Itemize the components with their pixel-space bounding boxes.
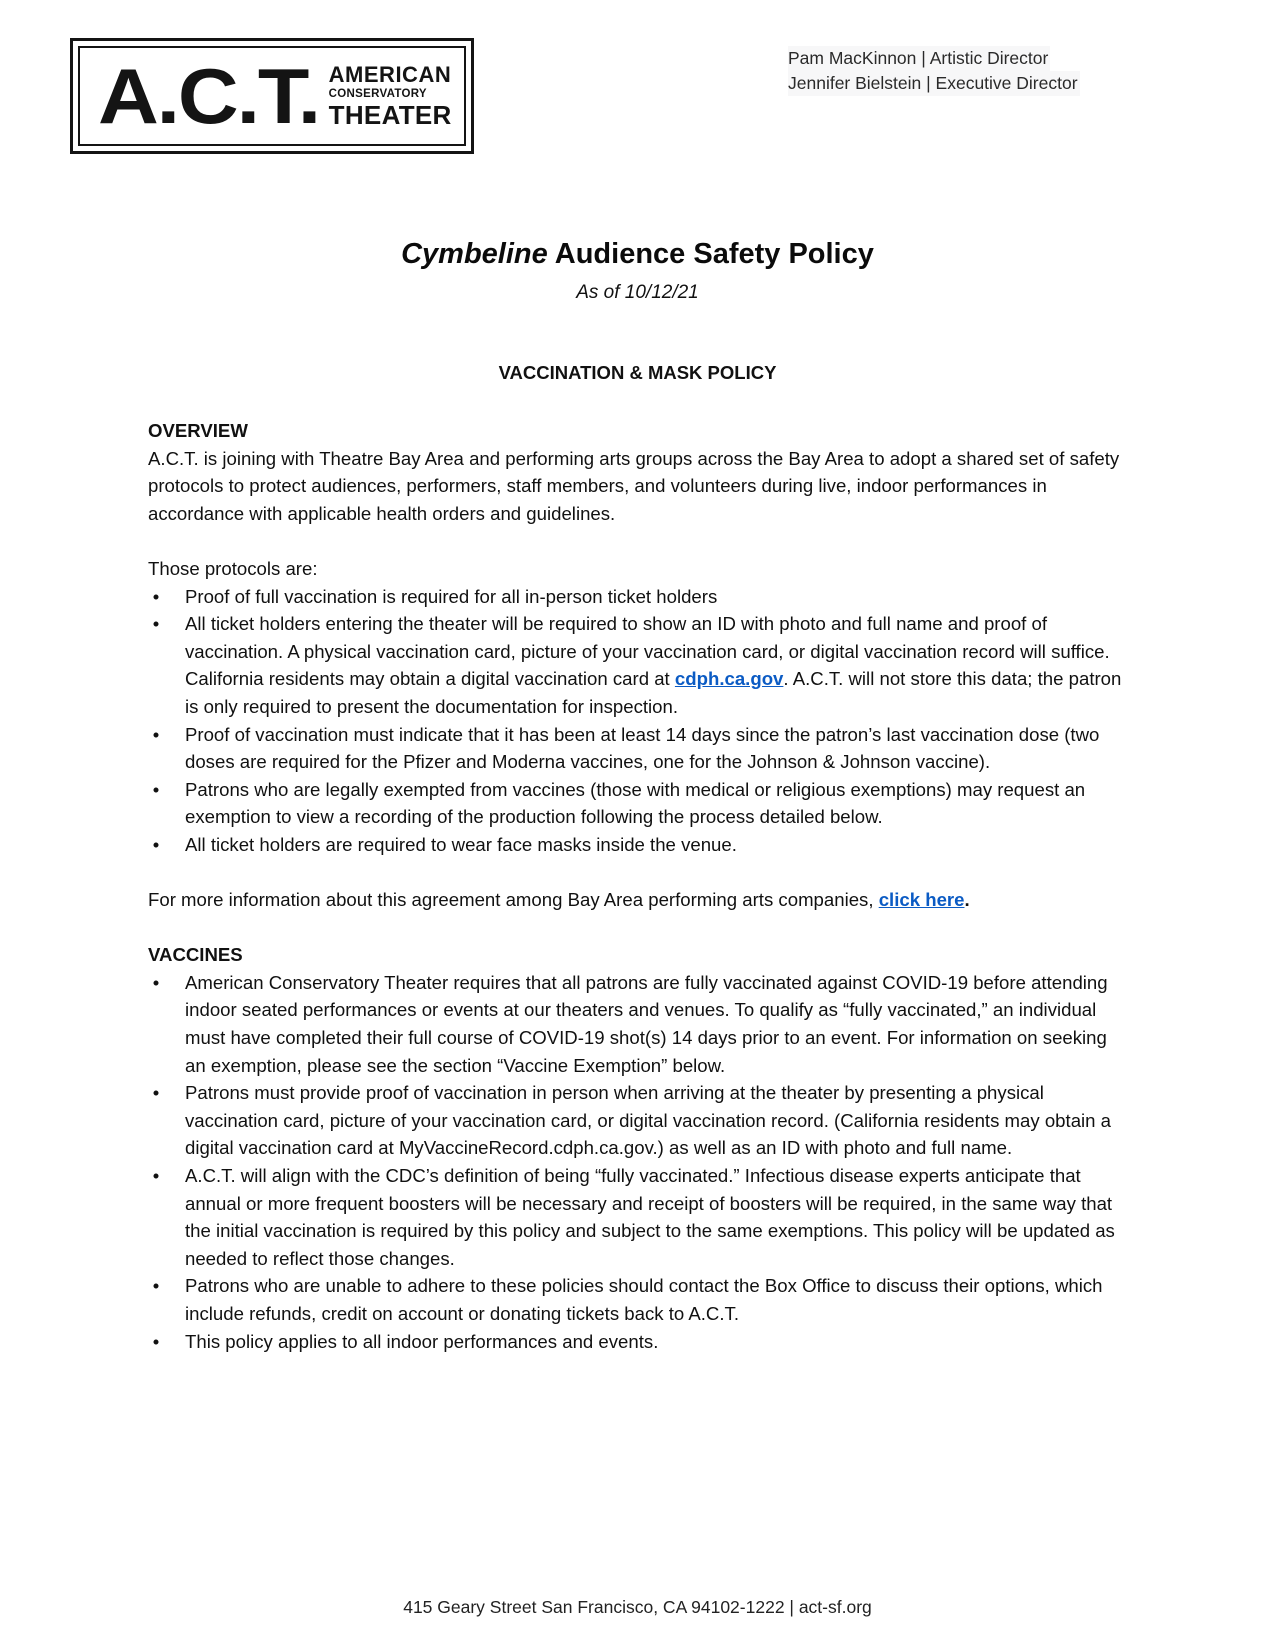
list-item <box>148 969 1128 1079</box>
logo-wordmark <box>328 61 452 131</box>
artistic-director: Pam MacKinnon | Artistic Director <box>788 46 1050 71</box>
list-item <box>148 1272 1128 1327</box>
directors-block <box>788 46 1080 96</box>
bullet-icon: • <box>152 585 160 607</box>
list-item-text: Proof of full vaccination is required for all in-person ticket holders <box>185 585 718 607</box>
list-item-text: A.C.T. will align with the CDC’s definition of being “fully vaccinated.” Infectious disease experts anticipate that annual or more frequent boosters will be necessary and receipt of boosters will be required, in the same way that the initial vaccination is required by this policy and subject to the same exemptions. This policy will be updated as needed to reflect those changes. <box>185 1165 1115 1269</box>
bullet-icon: • <box>152 778 160 800</box>
footer-address: 415 Geary Street San Francisco, CA 94102-1222 | act-sf.org <box>403 1597 872 1617</box>
bullet-icon: • <box>152 1275 160 1297</box>
bullet-icon: • <box>152 1082 160 1104</box>
spacer <box>148 914 1128 942</box>
list-item <box>148 583 1128 611</box>
list-item <box>148 831 1128 859</box>
bullet-icon: • <box>152 613 160 635</box>
document-body <box>148 417 1128 1355</box>
protocols-list <box>148 583 1128 859</box>
bullet-icon: • <box>152 1330 160 1352</box>
protocols-intro: Those protocols are: <box>148 557 318 579</box>
logo-word-conservatory: CONSERVATORY <box>328 87 427 100</box>
logo-mark: A.C.T. <box>98 52 320 140</box>
list-item <box>148 721 1128 776</box>
page-subtitle-date: As of 10/12/21 <box>576 282 699 303</box>
list-item-text: Patrons who are unable to adhere to these policies should contact the Box Office to discuss their options, which include refunds, credit on account or donating tickets back to A.C.T. <box>185 1275 1103 1324</box>
list-item-text: Patrons who are legally exempted from vaccines (those with medical or religious exemptions) may request an exemption to view a recording of the production following the process detailed below. <box>185 778 1086 828</box>
list-item <box>148 610 1128 720</box>
more-info-text: For more information about this agreement among Bay Area performing arts companies, <box>148 889 879 911</box>
list-item-text: Patrons must provide proof of vaccination in person when arriving at the theater by presenting a physical vaccination card, picture of your vaccination card, or digital vaccination record. (California residents may obtain a digital vaccination card at MyVaccineRecord.cdph.ca.gov.) as well as an ID with photo and full name. <box>185 1082 1112 1159</box>
vaccines-heading: VACCINES <box>148 944 243 966</box>
title-play-name: Cymbeline <box>401 238 548 270</box>
list-item-text: Proof of vaccination must indicate that it has been at least 14 days since the patron’s last vaccination dose (two doses are required for the Pfizer and Moderna vaccines, one for the Johnson & Johnson vaccine). <box>185 723 1100 773</box>
logo-word-american: AMERICAN <box>328 61 452 87</box>
logo-word-theater: THEATER <box>328 100 452 131</box>
overview-paragraph: A.C.T. is joining with Theatre Bay Area and performing arts groups across the Bay Area to adopt a shared set of safety protocols to protect audiences, performers, staff members, and volunteers during live, indoor performances in accordance with applicable health orders and guidelines. <box>148 447 1120 524</box>
list-item-text: All ticket holders are required to wear face masks inside the venue. <box>185 833 737 855</box>
bullet-icon: • <box>152 971 160 993</box>
page-title <box>0 238 1275 271</box>
spacer <box>148 527 1128 555</box>
title-rest: Audience Safety Policy <box>547 238 874 270</box>
list-item <box>148 776 1128 831</box>
list-item-text: This policy applies to all indoor performances and events. <box>185 1330 659 1352</box>
list-item-text: American Conservatory Theater requires that all patrons are fully vaccinated against COVID-19 before attending indoor seated performances or events at our theaters and venues. To qualify as “fully vaccinated,” an individual must have completed their full course of COVID-19 shot(s) 14 days prior to an event. For information on seeking an exemption, please see the section “Vaccine Exemption” below. <box>185 971 1108 1076</box>
act-logo <box>70 38 474 154</box>
list-item-text: . A.C.T. will not store this data; the patron is only required to present the documentation for inspection. <box>185 668 1122 717</box>
more-info-paragraph <box>148 886 1128 914</box>
cdph-link[interactable]: cdph.ca.gov <box>674 668 784 690</box>
bullet-icon: • <box>152 1165 160 1187</box>
overview-heading: OVERVIEW <box>148 420 248 441</box>
bullet-icon: • <box>152 723 160 745</box>
logo-frame <box>78 46 466 146</box>
list-item <box>148 1162 1128 1272</box>
more-info-period: . <box>964 889 970 911</box>
click-here-link[interactable]: click here <box>878 889 965 911</box>
bullet-icon: • <box>152 833 160 855</box>
list-item <box>148 1328 1128 1356</box>
list-item-text: All ticket holders entering the theater will be required to show an ID with photo and full name and proof of vaccination. A physical vaccination card, picture of your vaccination card, or digital vaccination record will suffice. California residents may obtain a digital vaccination card at <box>185 613 1110 690</box>
list-item <box>148 1079 1128 1162</box>
policy-heading: VACCINATION & MASK POLICY <box>498 362 777 383</box>
executive-director: Jennifer Bielstein | Executive Director <box>788 71 1080 96</box>
vaccines-list <box>148 969 1128 1355</box>
spacer <box>148 859 1128 887</box>
